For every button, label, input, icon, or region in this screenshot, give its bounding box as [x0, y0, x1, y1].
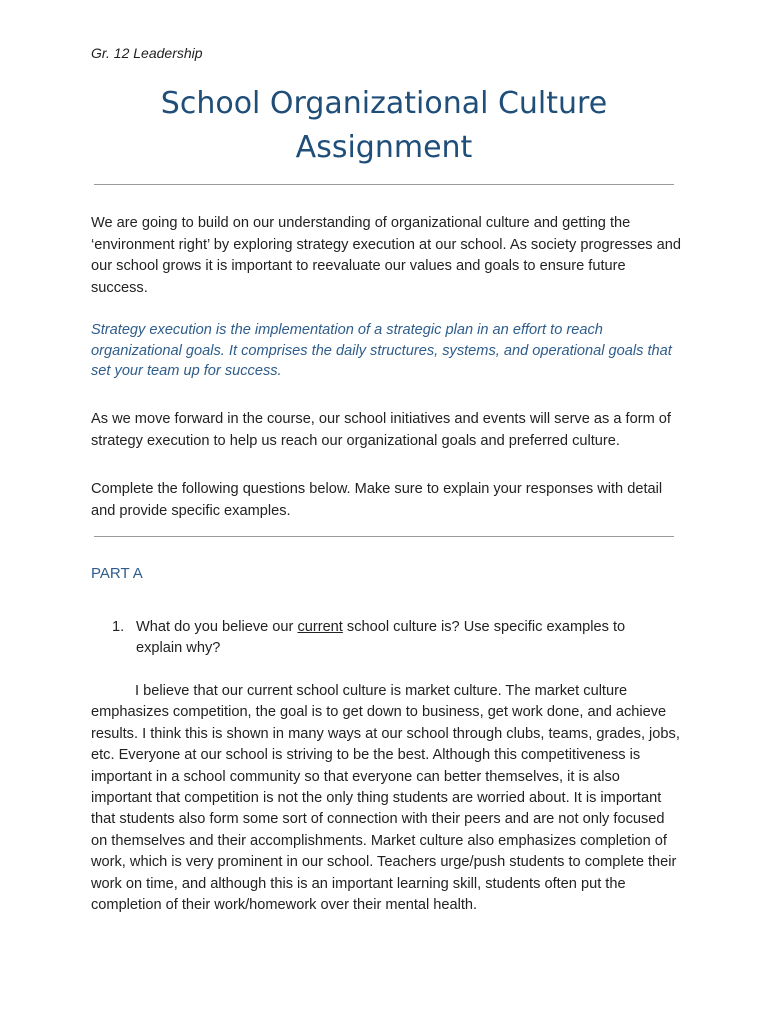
definition-paragraph: Strategy execution is the implementation of a strategic plan in an effort to reach organizational goals. It comprises the daily structures, systems, and operational goals that set your team up for success.: [91, 322, 672, 379]
course-paragraph: As we move forward in the course, our school initiatives and events will serve as a form of strategy execution to help us reach our organizational goals and preferred culture.: [91, 411, 671, 449]
instructions-paragraph: Complete the following questions below. Make sure to explain your responses with detail and provide specific examples.: [91, 481, 663, 519]
intro-paragraph: We are going to build on our understanding of organizational culture and getting the ‘environment right’ by exploring strategy execution at our school. As society progresses and our school grows it is important to reevaluate our values and goals to ensure future success.: [91, 215, 682, 296]
title-text: School Organizational Culture Assignment: [160, 86, 608, 165]
divider-middle: [94, 536, 674, 537]
course-label: Gr. 12 Leadership: [91, 45, 203, 61]
question-underlined-word: current: [297, 619, 343, 635]
question-text-before: What do you believe our: [136, 619, 298, 635]
document-title: [0, 82, 768, 170]
question-number: 1.: [112, 619, 125, 635]
part-a-heading: PART A: [91, 565, 143, 582]
question-text: [136, 617, 652, 659]
divider-top: [94, 184, 674, 185]
question-text-after: school culture is? Use specific examples to explain why?: [136, 619, 626, 656]
answer-1: I believe that our current school culture is market culture. The market culture emphasizes competition, the goal is to get down to business, get work done, and achieve results. I think this is shown in many ways at our school through clubs, teams, grades, jobs, etc. Everyone at our school is striving to be the best. Although this competitiveness is important in a school community so that everyone can better themselves, it is also important that competition is not the only thing students are worried about. It is important that students also form some sort of connection with their peers and are not only focused on themselves and their accomplishments. Market culture also emphasizes completion of work, which is very prominent in our school. Teachers urge/push students to complete their work on time, and although this is an important learning skill, students often put the completion of their work/homework over their mental health.: [91, 683, 680, 914]
question-1: [112, 617, 652, 659]
